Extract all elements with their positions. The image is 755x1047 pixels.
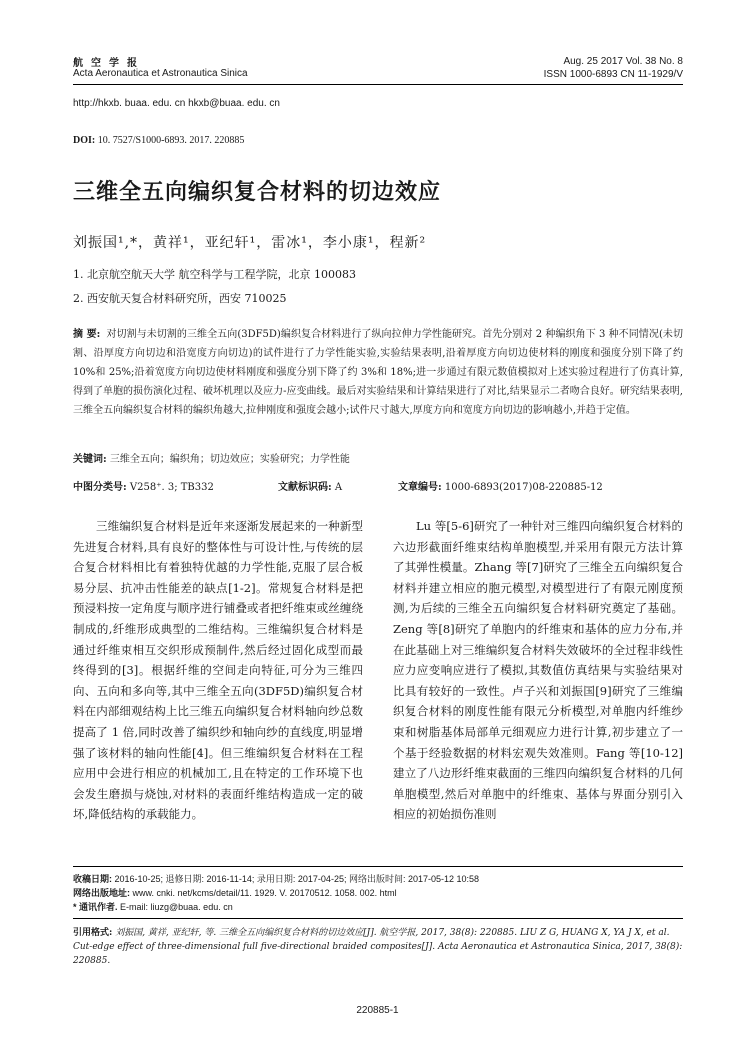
body-paragraph: 三维编织复合材料是近年来逐渐发展起来的一种新型先进复合材料,具有良好的整体性与可设计性,与传统的层合复合材料相比有着独特优越的力学性能,克服了层合板易分层、抗冲击性能差的缺点[1-2]。常规复合材料是把预浸料按一定角度与顺序进行铺叠或者把纤维束或丝缠绕制成的,纤维形成典型的二维结构。三维编织复合材料是通过纤维束相互交织形成预制件,然后经过固化成型而最终得到的[3]。根据纤维的空间走向特征,可分为三维四向、五向和多向等,其中三维全五向(3DF5D)编织复合材料在内部细观结构上比三维五向编织复合材料轴向纱总数提高了 1 倍,同时改善了编织纱和轴向纱的直线度,明显增强了该材料的轴向性能[4]。但三维编织复合材料在工程应用中会进行相应的机械加工,且在特定的工作环境下也会发生磨损与烧蚀,对材料的表面纤维结构造成一定的破坏,降低结构的承载能力。 [73,519,363,822]
issue-info: Aug. 25 2017 Vol. 38 No. 8 [563,56,683,67]
affiliation-1: 1. 北京航空航天大学 航空科学与工程学院，北京 100083 [73,268,356,281]
body-column-left [73,516,363,825]
clc-code: 中图分类号: V258⁺. 3; TB332 [73,482,214,493]
paper-title: 三维全五向编织复合材料的切边效应 [73,179,442,205]
citation-label: 引用格式: [73,928,113,938]
doi-line [73,135,244,146]
body-column-right [393,516,683,825]
journal-url-line: http://hkxb. buaa. edu. cn hkxb@buaa. edu. cn [73,98,280,109]
keywords-text: 三维全五向；编织角；切边效应；实验研究；力学性能 [106,454,350,465]
abstract-text: 对切割与未切割的三维全五向(3DF5D)编织复合材料进行了纵向拉伸力学性能研究。首先分别对 2 种编织角下 3 种不同情况(未切割、沿厚度方向切边和沿宽度方向切边)的试件进行了力学性能实验,实验结果表明,沿着厚度方向切边使材料的刚度和强度分别下降了约 10%和 25%;沿着宽度方向切边使材料刚度和强度分别下降了约 3%和 18%;进一步通过有限元数值模拟对上述实验过程进行了仿真计算,得到了单胞的损伤演化过程、破坏机理以及应力-应变曲线。最后对实验结果和计算结果进行了对比,结果显示二者吻合良好。研究结果表明,三维全五向编织复合材料的编织角越大,拉伸刚度和强度会越小;试件尺寸越大,厚度方向和宽度方向切边的影响越小,并趋于定值。 [73,329,683,416]
keywords-label: 关键词: [73,454,107,465]
header-rule [73,84,683,85]
journal-name-cn: 航空学报 [73,58,145,69]
body-paragraph: Lu 等[5-6]研究了一种针对三维四向编织复合材料的六边形截面纤维束结构单胞模型,并采用有限元方法计算了其弹性模量。Zhang 等[7]研究了三维全五向编织复合材料并建立相应的胞元模型,对模型进行了有限元刚度预测,为后续的三维全五向编织复合材料研究奠定了基础。Zeng 等[8]研究了单胞内的纤维束和基体的应力分布,并在此基础上对三维编织复合材料失效破坏的全过程非线性应力应变响应进行了模拟,其数值仿真结果与实验结果对比具有较好的一致性。卢子兴和刘振国[9]研究了三维编织复合材料的刚度性能有限元分析模型,对单胞内纤维纱束和树脂基体局部单元细观应力进行计算,初步建立了一个基于经验数据的材料宏观失效准则。Fang 等[10-12]建立了八边形纤维束截面的三维四向编织复合材料的几何单胞模型,然后对单胞中的纤维束、基体与界面分别引入相应的初始损伤准则 [393,519,683,822]
received-dates: 收稿日期: 2016-10-25; 退修日期: 2016-11-14; 录用日期: 2017-04-25; 网络出版时间: 2017-05-12 10:58 [73,874,480,884]
online-address: 网络出版地址: www. cnki. net/kcms/detail/11. 1929. V. 20170512. 1058. 002. html [73,888,397,898]
doi-value[interactable]: 10. 7527/S1000-6893. 2017. 220885 [95,135,245,146]
abstract-label: 摘 要: [73,329,101,340]
footnote-rule [73,866,683,867]
author-list: 刘振国¹,*，黄祥¹，亚纪轩¹，雷冰¹，李小康¹，程新² [73,235,427,251]
abstract [73,325,683,420]
journal-name-en: Acta Aeronautica et Astronautica Sinica [73,68,248,79]
citation-rule [73,918,683,919]
doc-code: 文献标识码: A [278,482,343,493]
keywords [73,450,350,465]
doi-label: DOI: [73,135,96,146]
citation-format [73,926,683,968]
corresponding-author: * 通讯作者. E-mail: liuzg@buaa. edu. cn [73,902,233,912]
page-number: 220885-1 [356,1005,399,1016]
issn-info: ISSN 1000-6893 CN 11-1929/V [543,69,683,80]
affiliation-2: 2. 西安航天复合材料研究所，西安 710025 [73,292,287,305]
article-number: 文章编号: 1000-6893(2017)08-220885-12 [398,482,603,493]
citation-text: 刘振国, 黄祥, 亚纪轩, 等. 三维全五向编织复合材料的切边效应[J]. 航空学报, 2017, 38(8): 220885. LIU Z G, HUANG X, YA J X, et al. Cut-edge effect of three-dimensional full five-directional braided composites[J]. Acta Aeronautica et Astronautica Sinica, 2017, 38(8): 220885. [73,928,683,966]
